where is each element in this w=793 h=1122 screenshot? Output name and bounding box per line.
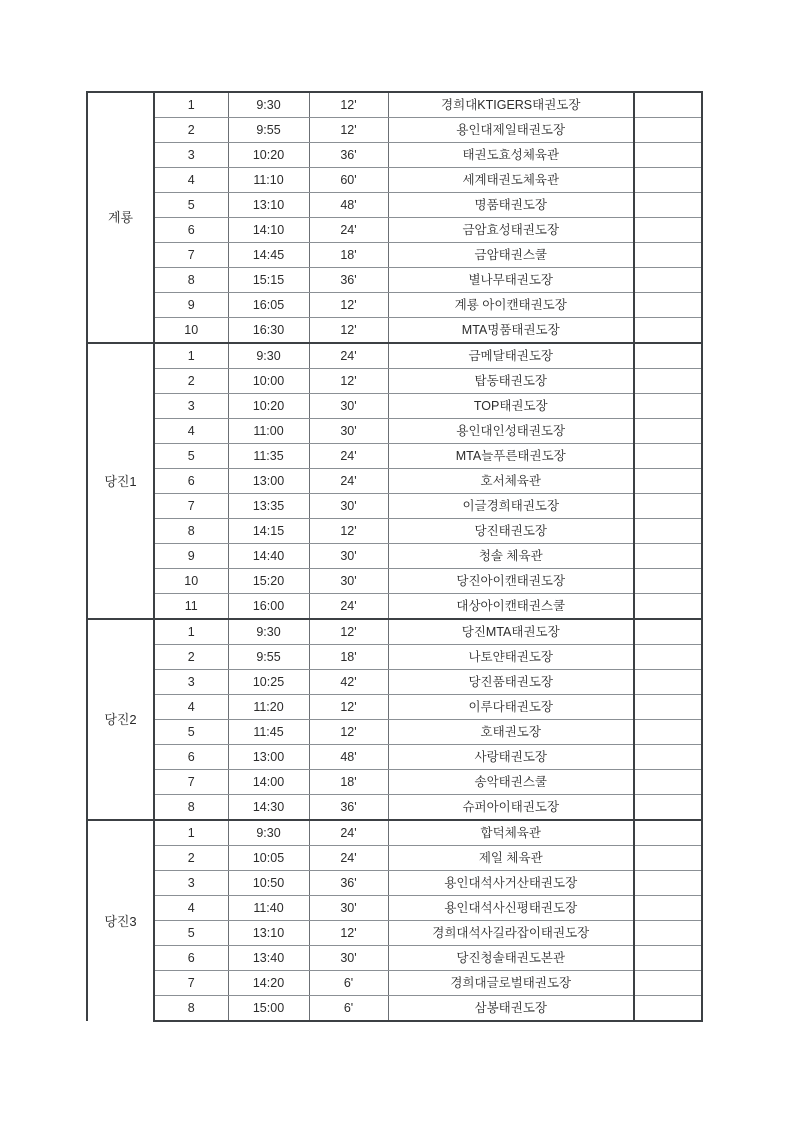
- start-time: 16:00: [228, 594, 309, 620]
- order-number: 5: [154, 921, 228, 946]
- table-row: [87, 193, 702, 218]
- venue-name: 이루다태권도장: [388, 695, 634, 720]
- table-row: [87, 770, 702, 795]
- duration: 48': [309, 193, 388, 218]
- venue-name: 탑동태권도장: [388, 369, 634, 394]
- duration: 24': [309, 343, 388, 369]
- note-cell: [634, 720, 702, 745]
- order-number: 3: [154, 394, 228, 419]
- schedule-group: [87, 343, 702, 619]
- order-number: 10: [154, 569, 228, 594]
- start-time: 10:05: [228, 846, 309, 871]
- venue-name: MTA늘푸른태권도장: [388, 444, 634, 469]
- note-cell: [634, 343, 702, 369]
- start-time: 10:20: [228, 143, 309, 168]
- order-number: 5: [154, 444, 228, 469]
- venue-name: TOP태권도장: [388, 394, 634, 419]
- table-row: [87, 544, 702, 569]
- order-number: 9: [154, 544, 228, 569]
- duration: 36': [309, 871, 388, 896]
- table-row: [87, 996, 702, 1022]
- table-row: [87, 695, 702, 720]
- start-time: 13:00: [228, 469, 309, 494]
- venue-name: 이글경희태권도장: [388, 494, 634, 519]
- venue-name: 삼봉태권도장: [388, 996, 634, 1022]
- order-number: 7: [154, 494, 228, 519]
- table-row: [87, 569, 702, 594]
- start-time: 10:00: [228, 369, 309, 394]
- order-number: 4: [154, 695, 228, 720]
- start-time: 13:35: [228, 494, 309, 519]
- note-cell: [634, 645, 702, 670]
- start-time: 11:35: [228, 444, 309, 469]
- table-row: [87, 820, 702, 846]
- venue-name: 호서체육관: [388, 469, 634, 494]
- venue-name: MTA명품태권도장: [388, 318, 634, 344]
- venue-name: 청솔 체육관: [388, 544, 634, 569]
- venue-name: 용인대석사거산태권도장: [388, 871, 634, 896]
- order-number: 1: [154, 92, 228, 118]
- duration: 30': [309, 569, 388, 594]
- start-time: 13:40: [228, 946, 309, 971]
- duration: 60': [309, 168, 388, 193]
- note-cell: [634, 745, 702, 770]
- note-cell: [634, 544, 702, 569]
- duration: 30': [309, 419, 388, 444]
- start-time: 11:45: [228, 720, 309, 745]
- group-label: 당진1: [87, 343, 154, 619]
- table-row: [87, 168, 702, 193]
- start-time: 10:50: [228, 871, 309, 896]
- order-number: 6: [154, 946, 228, 971]
- note-cell: [634, 394, 702, 419]
- note-cell: [634, 946, 702, 971]
- order-number: 9: [154, 293, 228, 318]
- duration: 30': [309, 494, 388, 519]
- note-cell: [634, 795, 702, 821]
- note-cell: [634, 896, 702, 921]
- table-row: [87, 720, 702, 745]
- venue-name: 호태권도장: [388, 720, 634, 745]
- start-time: 15:20: [228, 569, 309, 594]
- venue-name: 계룡 아이캔태권도장: [388, 293, 634, 318]
- table-row: [87, 871, 702, 896]
- duration: 12': [309, 118, 388, 143]
- order-number: 6: [154, 469, 228, 494]
- venue-name: 태권도효성체육관: [388, 143, 634, 168]
- order-number: 7: [154, 243, 228, 268]
- start-time: 13:00: [228, 745, 309, 770]
- table-row: [87, 946, 702, 971]
- table-row: [87, 846, 702, 871]
- note-cell: [634, 369, 702, 394]
- order-number: 2: [154, 846, 228, 871]
- duration: 30': [309, 896, 388, 921]
- order-number: 6: [154, 218, 228, 243]
- venue-name: 대상아이캔태권스쿨: [388, 594, 634, 620]
- order-number: 8: [154, 519, 228, 544]
- venue-name: 용인대제일태권도장: [388, 118, 634, 143]
- venue-name: 경희대글로벌태권도장: [388, 971, 634, 996]
- note-cell: [634, 118, 702, 143]
- duration: 12': [309, 519, 388, 544]
- duration: 18': [309, 770, 388, 795]
- group-label: 당진3: [87, 820, 154, 1021]
- note-cell: [634, 846, 702, 871]
- order-number: 1: [154, 343, 228, 369]
- duration: 12': [309, 720, 388, 745]
- start-time: 11:00: [228, 419, 309, 444]
- venue-name: 당진MTA태권도장: [388, 619, 634, 645]
- order-number: 5: [154, 193, 228, 218]
- note-cell: [634, 770, 702, 795]
- start-time: 16:05: [228, 293, 309, 318]
- table-row: [87, 218, 702, 243]
- order-number: 3: [154, 871, 228, 896]
- duration: 6': [309, 971, 388, 996]
- note-cell: [634, 519, 702, 544]
- table-row: [87, 444, 702, 469]
- start-time: 14:30: [228, 795, 309, 821]
- duration: 36': [309, 268, 388, 293]
- table-row: [87, 92, 702, 118]
- table-row: [87, 143, 702, 168]
- note-cell: [634, 268, 702, 293]
- start-time: 13:10: [228, 193, 309, 218]
- note-cell: [634, 293, 702, 318]
- start-time: 10:25: [228, 670, 309, 695]
- group-label: 계룡: [87, 92, 154, 343]
- start-time: 14:00: [228, 770, 309, 795]
- venue-name: 금암효성태권도장: [388, 218, 634, 243]
- table-row: [87, 619, 702, 645]
- order-number: 7: [154, 971, 228, 996]
- start-time: 9:30: [228, 820, 309, 846]
- duration: 12': [309, 369, 388, 394]
- order-number: 8: [154, 795, 228, 821]
- table-row: [87, 118, 702, 143]
- duration: 42': [309, 670, 388, 695]
- venue-name: 슈퍼아이태권도장: [388, 795, 634, 821]
- note-cell: [634, 444, 702, 469]
- order-number: 11: [154, 594, 228, 620]
- note-cell: [634, 971, 702, 996]
- schedule-table: [86, 91, 703, 1022]
- duration: 18': [309, 645, 388, 670]
- start-time: 14:15: [228, 519, 309, 544]
- note-cell: [634, 168, 702, 193]
- venue-name: 금암태권스쿨: [388, 243, 634, 268]
- start-time: 9:55: [228, 118, 309, 143]
- note-cell: [634, 921, 702, 946]
- start-time: 15:00: [228, 996, 309, 1022]
- venue-name: 금메달태권도장: [388, 343, 634, 369]
- duration: 12': [309, 695, 388, 720]
- note-cell: [634, 318, 702, 344]
- start-time: 14:45: [228, 243, 309, 268]
- table-row: [87, 971, 702, 996]
- start-time: 15:15: [228, 268, 309, 293]
- table-row: [87, 318, 702, 344]
- venue-name: 당진청솔태권도본관: [388, 946, 634, 971]
- table-row: [87, 369, 702, 394]
- table-row: [87, 243, 702, 268]
- start-time: 16:30: [228, 318, 309, 344]
- start-time: 9:30: [228, 619, 309, 645]
- duration: 12': [309, 318, 388, 344]
- note-cell: [634, 419, 702, 444]
- table-row: [87, 519, 702, 544]
- start-time: 14:20: [228, 971, 309, 996]
- schedule-group: [87, 820, 702, 1021]
- venue-name: 세계태권도체육관: [388, 168, 634, 193]
- start-time: 11:40: [228, 896, 309, 921]
- table-row: [87, 469, 702, 494]
- duration: 30': [309, 394, 388, 419]
- order-number: 4: [154, 419, 228, 444]
- table-row: [87, 896, 702, 921]
- duration: 30': [309, 544, 388, 569]
- table-row: [87, 921, 702, 946]
- order-number: 6: [154, 745, 228, 770]
- note-cell: [634, 218, 702, 243]
- duration: 6': [309, 996, 388, 1022]
- order-number: 5: [154, 720, 228, 745]
- table-row: [87, 494, 702, 519]
- start-time: 14:40: [228, 544, 309, 569]
- venue-name: 명품태권도장: [388, 193, 634, 218]
- venue-name: 당진품태권도장: [388, 670, 634, 695]
- table-row: [87, 394, 702, 419]
- note-cell: [634, 996, 702, 1022]
- table-row: [87, 745, 702, 770]
- duration: 24': [309, 594, 388, 620]
- duration: 36': [309, 795, 388, 821]
- order-number: 2: [154, 369, 228, 394]
- order-number: 4: [154, 168, 228, 193]
- start-time: 9:30: [228, 343, 309, 369]
- start-time: 9:55: [228, 645, 309, 670]
- schedule-group: [87, 92, 702, 343]
- venue-name: 용인대인성태권도장: [388, 419, 634, 444]
- order-number: 1: [154, 619, 228, 645]
- venue-name: 당진아이캔태권도장: [388, 569, 634, 594]
- note-cell: [634, 469, 702, 494]
- order-number: 4: [154, 896, 228, 921]
- venue-name: 합덕체육관: [388, 820, 634, 846]
- duration: 30': [309, 946, 388, 971]
- duration: 12': [309, 921, 388, 946]
- duration: 36': [309, 143, 388, 168]
- duration: 24': [309, 444, 388, 469]
- table-row: [87, 419, 702, 444]
- duration: 12': [309, 293, 388, 318]
- note-cell: [634, 569, 702, 594]
- note-cell: [634, 193, 702, 218]
- duration: 12': [309, 92, 388, 118]
- order-number: 3: [154, 670, 228, 695]
- duration: 18': [309, 243, 388, 268]
- venue-name: 경희대KTIGERS태권도장: [388, 92, 634, 118]
- duration: 12': [309, 619, 388, 645]
- duration: 24': [309, 820, 388, 846]
- venue-name: 별나무태권도장: [388, 268, 634, 293]
- start-time: 9:30: [228, 92, 309, 118]
- note-cell: [634, 594, 702, 620]
- order-number: 2: [154, 118, 228, 143]
- venue-name: 나토얀태권도장: [388, 645, 634, 670]
- table-row: [87, 645, 702, 670]
- venue-name: 경희대석사길라잡이태권도장: [388, 921, 634, 946]
- venue-name: 용인대석사신평태권도장: [388, 896, 634, 921]
- order-number: 1: [154, 820, 228, 846]
- start-time: 14:10: [228, 218, 309, 243]
- table-row: [87, 670, 702, 695]
- table-row: [87, 343, 702, 369]
- order-number: 3: [154, 143, 228, 168]
- order-number: 2: [154, 645, 228, 670]
- duration: 24': [309, 846, 388, 871]
- order-number: 8: [154, 268, 228, 293]
- note-cell: [634, 871, 702, 896]
- start-time: 11:10: [228, 168, 309, 193]
- venue-name: 송악태권스쿨: [388, 770, 634, 795]
- duration: 24': [309, 218, 388, 243]
- note-cell: [634, 670, 702, 695]
- order-number: 10: [154, 318, 228, 344]
- start-time: 13:10: [228, 921, 309, 946]
- start-time: 11:20: [228, 695, 309, 720]
- order-number: 7: [154, 770, 228, 795]
- group-label: 당진2: [87, 619, 154, 820]
- note-cell: [634, 619, 702, 645]
- note-cell: [634, 494, 702, 519]
- duration: 48': [309, 745, 388, 770]
- venue-name: 제일 체육관: [388, 846, 634, 871]
- note-cell: [634, 243, 702, 268]
- note-cell: [634, 695, 702, 720]
- start-time: 10:20: [228, 394, 309, 419]
- table-row: [87, 594, 702, 620]
- duration: 24': [309, 469, 388, 494]
- table-row: [87, 795, 702, 821]
- table-row: [87, 268, 702, 293]
- venue-name: 사랑태권도장: [388, 745, 634, 770]
- note-cell: [634, 143, 702, 168]
- schedule-group: [87, 619, 702, 820]
- table-row: [87, 293, 702, 318]
- order-number: 8: [154, 996, 228, 1022]
- note-cell: [634, 92, 702, 118]
- venue-name: 당진태권도장: [388, 519, 634, 544]
- schedule-document: [86, 91, 701, 1022]
- note-cell: [634, 820, 702, 846]
